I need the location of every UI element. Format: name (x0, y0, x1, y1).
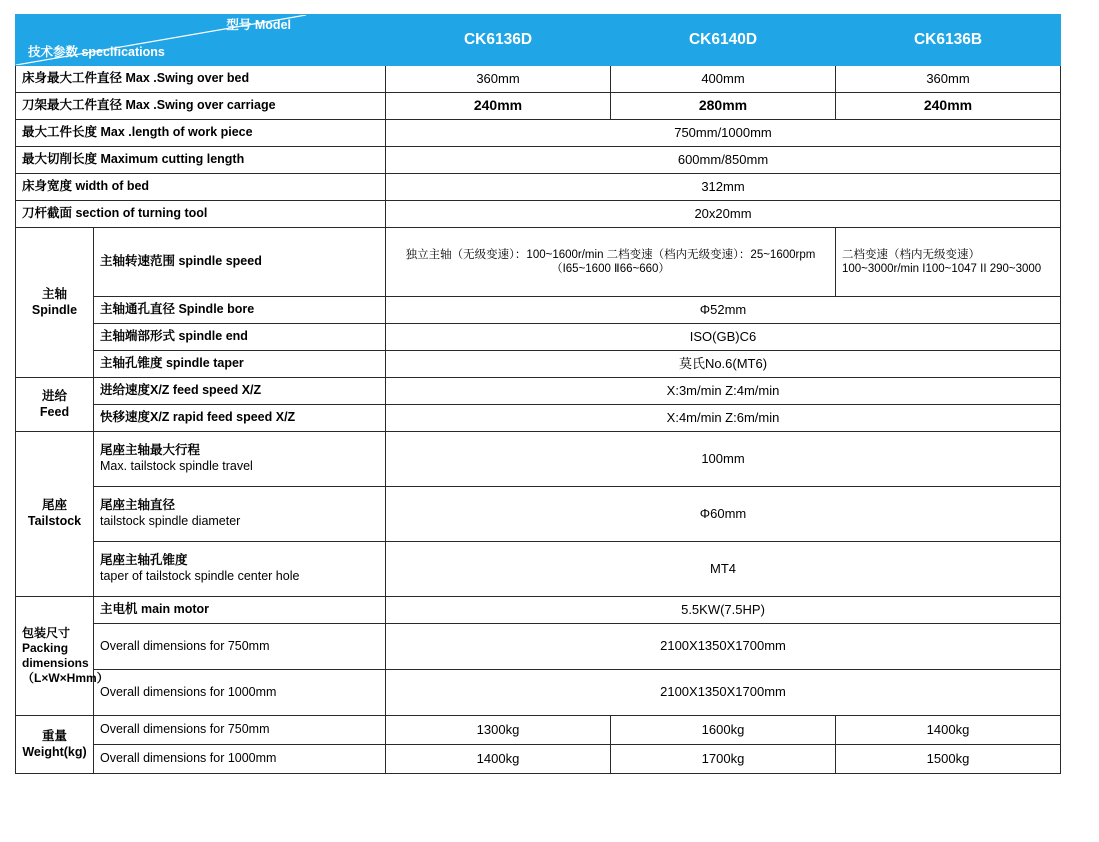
table-row (16, 487, 1061, 542)
header-spec-label: 技术参数 specifications (28, 45, 165, 60)
row-label-spindle-speed: 主轴转速范围 spindle speed (94, 228, 386, 297)
table-row (16, 351, 1061, 378)
spindle-speed-d-line2: 二档变速（档内无级变速）：25~1600rpm (606, 248, 816, 261)
cell-overall-dimensions-1000: 2100X1350X1700mm (386, 670, 1061, 716)
spindle-speed-b-line1: 二档变速（档内无级变速） (842, 248, 980, 261)
row-label-main-motor: 主电机 main motor (94, 597, 386, 624)
group-label-feed-en: Feed (39, 404, 70, 419)
cell-spindle-bore: Φ52mm (386, 297, 1061, 324)
table-row (16, 597, 1061, 624)
cell-rapid-feed-speed: X:4m/min Z:6m/min (386, 405, 1061, 432)
cell-spindle-end: ISO(GB)C6 (386, 324, 1061, 351)
cell-spindle-speed-b (836, 228, 1061, 297)
table-row (16, 66, 1061, 93)
row-label-tailstock-center-hole-taper (94, 542, 386, 597)
table-row (16, 147, 1061, 174)
row-label-overall-dimensions-1000: Overall dimensions for 1000mm (94, 670, 386, 716)
row-label-spindle-bore: 主轴通孔直径 Spindle bore (94, 297, 386, 324)
row-label-spindle-end: 主轴端部形式 spindle end (94, 324, 386, 351)
row-label-swing-over-bed: 床身最大工件直径 Max .Swing over bed (16, 66, 386, 93)
header-model-ck6140d: CK6140D (611, 15, 836, 66)
table-row (16, 324, 1061, 351)
row-label-tailstock-travel-cn: 尾座主轴最大行程 (100, 443, 201, 458)
table-row (16, 201, 1061, 228)
group-label-packing-line1: 包装尺寸 (22, 626, 71, 640)
header-model-label: 型号 Model (226, 18, 291, 32)
row-label-width-of-bed: 床身宽度 width of bed (16, 174, 386, 201)
row-label-tailstock-travel-en: Max. tailstock spindle travel (100, 459, 253, 473)
header-model-ck6136b: CK6136B (836, 15, 1061, 66)
spindle-speed-b-line2: 100~3000r/min (842, 263, 920, 275)
cell-weight-1000-ck6136b: 1500kg (836, 745, 1061, 774)
header-corner-cell (16, 15, 386, 66)
specifications-table (15, 14, 1061, 774)
cell-swing-over-bed-ck6140d: 400mm (611, 66, 836, 93)
group-label-weight-en: Weight(kg) (22, 744, 87, 759)
cell-width-of-bed: 312mm (386, 174, 1061, 201)
cell-weight-750-ck6140d: 1600kg (611, 716, 836, 745)
cell-tailstock-center-hole-taper: MT4 (386, 542, 1061, 597)
row-label-tailstock-diameter-en: tailstock spindle diameter (100, 514, 241, 528)
cell-weight-1000-ck6140d: 1700kg (611, 745, 836, 774)
row-label-tailstock-diameter (94, 487, 386, 542)
group-label-packing-dimensions (16, 597, 109, 716)
table-row (16, 174, 1061, 201)
table-row (16, 745, 1061, 774)
cell-main-motor: 5.5KW(7.5HP) (386, 597, 1061, 624)
group-label-packing-line4: （L×W×Hmm） (22, 671, 109, 685)
table-row (16, 378, 1061, 405)
cell-swing-over-carriage-ck6136b: 240mm (836, 93, 1061, 120)
group-label-feed (16, 378, 94, 432)
row-label-max-length-work-piece: 最大工件长度 Max .length of work piece (16, 120, 386, 147)
cell-overall-dimensions-750: 2100X1350X1700mm (386, 624, 1061, 670)
row-label-feed-speed: 进给速度X/Z feed speed X/Z (94, 378, 386, 405)
group-label-tailstock-cn: 尾座 (41, 498, 67, 513)
row-label-tailstock-center-hole-taper-en: taper of tailstock spindle center hole (100, 569, 300, 583)
group-label-packing-line3: dimensions (22, 656, 89, 670)
group-label-tailstock-en: Tailstock (27, 514, 82, 528)
row-label-rapid-feed-speed: 快移速度X/Z rapid feed speed X/Z (94, 405, 386, 432)
spindle-speed-d-line3: （I65~1600 Ⅱ66~660） (551, 263, 670, 275)
row-label-tailstock-center-hole-taper-cn: 尾座主轴孔锥度 (100, 553, 188, 568)
table-row (16, 624, 1061, 670)
cell-tailstock-travel: 100mm (386, 432, 1061, 487)
cell-max-length-work-piece: 750mm/1000mm (386, 120, 1061, 147)
group-label-spindle-cn: 主轴 (41, 286, 67, 301)
cell-swing-over-bed-ck6136b: 360mm (836, 66, 1061, 93)
group-label-packing-line2: Packing (22, 641, 69, 655)
cell-spindle-taper: 莫氏No.6(MT6) (386, 351, 1061, 378)
group-label-spindle (16, 228, 94, 378)
cell-swing-over-bed-ck6136d: 360mm (386, 66, 611, 93)
cell-weight-750-ck6136b: 1400kg (836, 716, 1061, 745)
cell-swing-over-carriage-ck6136d: 240mm (386, 93, 611, 120)
row-label-spindle-taper: 主轴孔锥度 spindle taper (94, 351, 386, 378)
group-label-spindle-en: Spindle (31, 302, 78, 317)
row-label-swing-over-carriage: 刀架最大工件直径 Max .Swing over carriage (16, 93, 386, 120)
cell-feed-speed: X:3m/min Z:4m/min (386, 378, 1061, 405)
cell-tailstock-diameter: Φ60mm (386, 487, 1061, 542)
row-label-overall-dimensions-750: Overall dimensions for 750mm (94, 624, 386, 670)
row-label-tailstock-diameter-cn: 尾座主轴直径 (100, 498, 176, 513)
table-row (16, 405, 1061, 432)
table-row (16, 716, 1061, 745)
table-row (16, 432, 1061, 487)
row-label-section-of-turning-tool: 刀杆截面 section of turning tool (16, 201, 386, 228)
cell-swing-over-carriage-ck6140d: 280mm (611, 93, 836, 120)
table-row (16, 120, 1061, 147)
group-label-tailstock (16, 432, 94, 597)
table-row (16, 670, 1061, 716)
table-row (16, 228, 1061, 297)
group-label-weight (16, 716, 94, 774)
cell-spindle-speed-d (386, 228, 836, 297)
spec-sheet (0, 14, 1099, 842)
row-label-weight-1000: Overall dimensions for 1000mm (94, 745, 386, 774)
row-label-max-cutting-length: 最大切削长度 Maximum cutting length (16, 147, 386, 174)
spindle-speed-d-line1: 独立主轴（无级变速）：100~1600r/min (405, 248, 604, 261)
cell-weight-1000-ck6136d: 1400kg (386, 745, 611, 774)
table-row (16, 93, 1061, 120)
cell-section-of-turning-tool: 20x20mm (386, 201, 1061, 228)
spindle-speed-b-line3: I100~1047 II 290~3000 (922, 263, 1042, 275)
header-model-ck6136d: CK6136D (386, 15, 611, 66)
table-header-row (16, 15, 1061, 66)
cell-max-cutting-length: 600mm/850mm (386, 147, 1061, 174)
table-row (16, 542, 1061, 597)
table-row (16, 297, 1061, 324)
row-label-weight-750: Overall dimensions for 750mm (94, 716, 386, 745)
group-label-feed-cn: 进给 (41, 388, 67, 403)
group-label-weight-cn: 重量 (41, 728, 67, 743)
row-label-tailstock-travel (94, 432, 386, 487)
cell-weight-750-ck6136d: 1300kg (386, 716, 611, 745)
